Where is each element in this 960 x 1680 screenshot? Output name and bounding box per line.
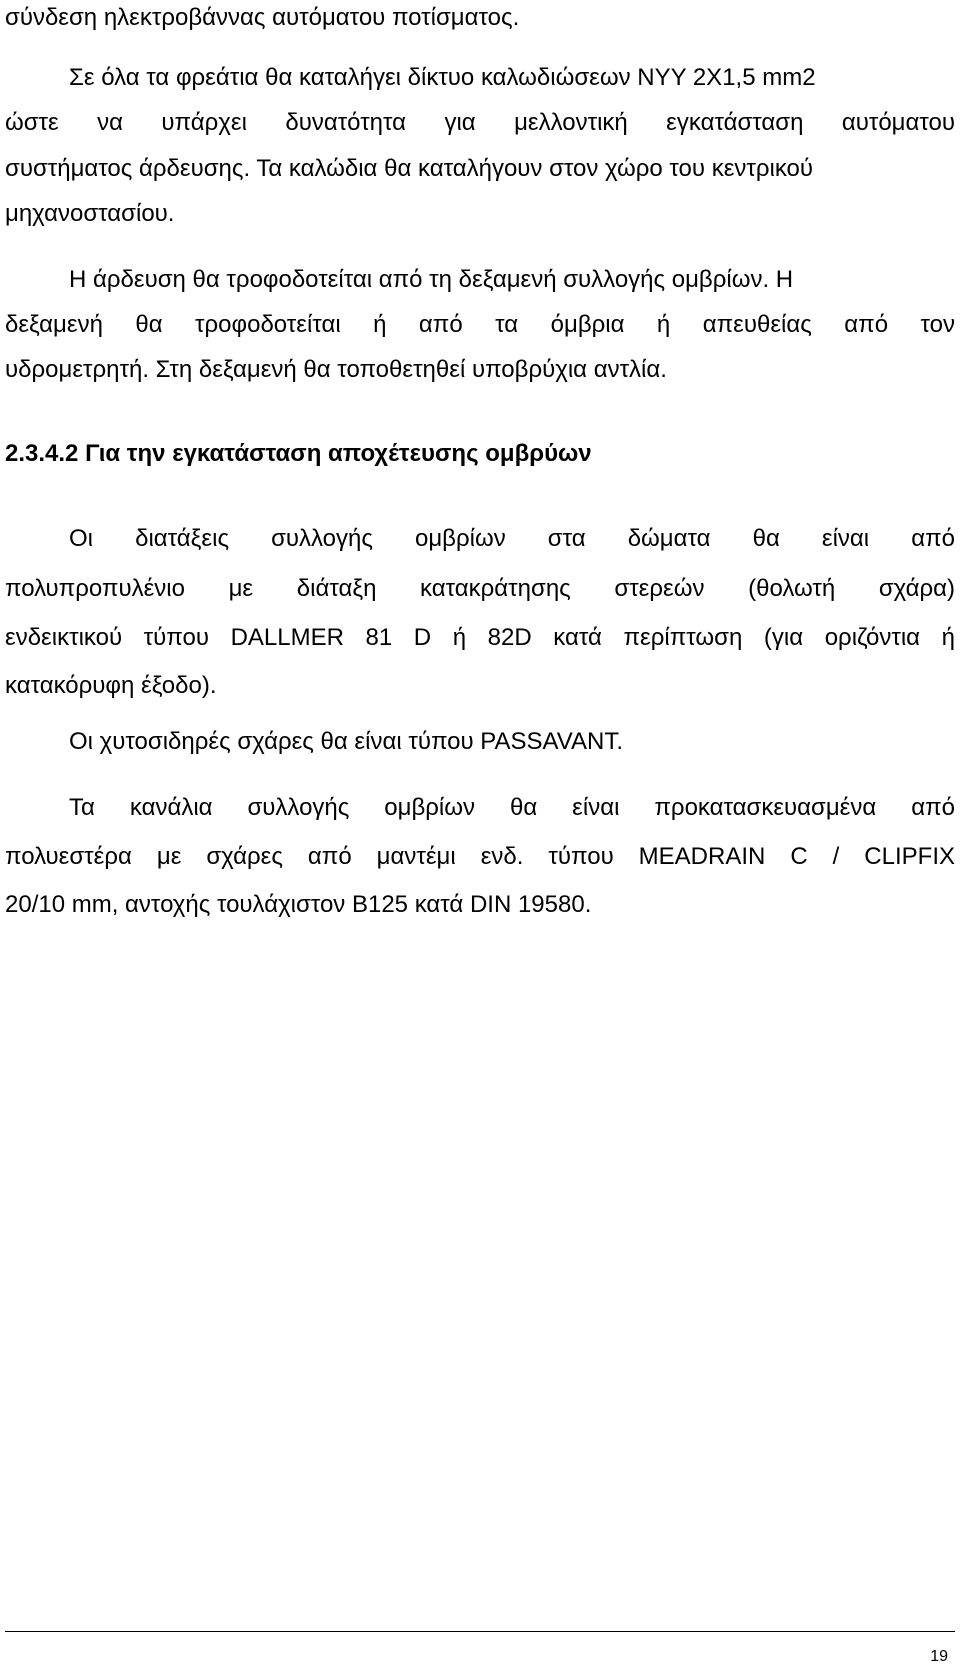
footer-divider [5, 1631, 955, 1632]
paragraph-line: 20/10 mm, αντοχής τουλάχιστον Β125 κατά DIN 19580. [5, 891, 592, 918]
paragraph-line: Σε όλα τα φρεάτια θα καταλήγει δίκτυο καλωδιώσεων ΝΥΥ 2Χ1,5 mm2 [69, 64, 816, 91]
paragraph-line: ενδεικτικού τύπου DALLMER 81 D ή 82D κατά περίπτωση (για οριζόντια ή [5, 624, 955, 651]
paragraph-line: ώστε να υπάρχει δυνατότητα για μελλοντική εγκατάσταση αυτόματου [5, 109, 955, 136]
paragraph-line: σύνδεση ηλεκτροβάννας αυτόματου ποτίσματος. [5, 4, 520, 31]
page-number: 19 [930, 1648, 948, 1665]
paragraph-line: κατακόρυφη έξοδο). [5, 672, 217, 699]
paragraph-line: πολυπροπυλένιο με διάταξη κατακράτησης στερεών (θολωτή σχάρα) [5, 575, 955, 602]
paragraph-line: μηχανοστασίου. [5, 200, 175, 227]
paragraph-line: Οι χυτοσιδηρές σχάρες θα είναι τύπου PASSAVANT. [69, 728, 624, 755]
paragraph-line: Τα κανάλια συλλογής ομβρίων θα είναι προκατασκευασμένα από [69, 794, 955, 821]
paragraph-line: Οι διατάξεις συλλογής ομβρίων στα δώματα θα είναι από [69, 525, 955, 552]
paragraph-line: υδρομετρητή. Στη δεξαμενή θα τοποθετηθεί υποβρύχια αντλία. [5, 356, 667, 383]
paragraph-line: Η άρδευση θα τροφοδοτείται από τη δεξαμενή συλλογής ομβρίων. Η [69, 266, 794, 293]
section-heading: 2.3.4.2 Για την εγκατάσταση αποχέτευσης ομβρύων [5, 440, 592, 467]
paragraph-line: δεξαμενή θα τροφοδοτείται ή από τα όμβρια ή απευθείας από τον [5, 311, 955, 338]
paragraph-line: συστήματος άρδευσης. Τα καλώδια θα καταλήγουν στον χώρο του κεντρικού [5, 155, 814, 182]
paragraph-line: πολυεστέρα με σχάρες από μαντέμι ενδ. τύπου MEADRAIN C / CLIPFIX [5, 843, 955, 870]
